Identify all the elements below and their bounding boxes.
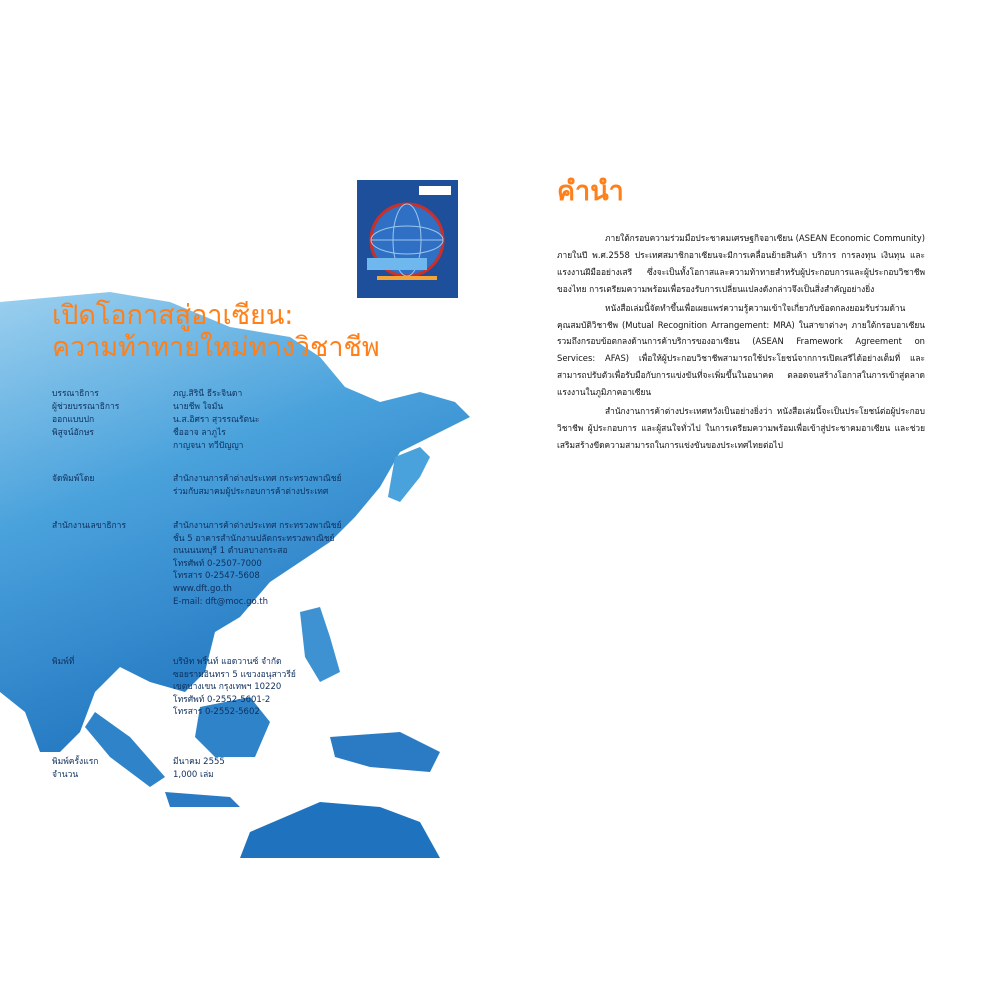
colophon-label: จัดพิมพ์โดย — [52, 474, 95, 484]
colophon-label: ผู้ช่วยบรรณาธิการ — [52, 402, 120, 412]
colophon-value — [173, 414, 493, 427]
island-java — [165, 792, 240, 807]
colophon-value-line: มีนาคม 2555 — [173, 757, 225, 767]
colophon-value-line: ภญ.สิรินี ธีระจินดา — [173, 389, 243, 399]
colophon-value-line: ซอยรามอินทรา 5 แขวงอนุสาวรีย์ — [173, 669, 296, 680]
colophon-value-line: 1,000 เล่ม — [173, 770, 214, 780]
preface-body — [557, 230, 925, 456]
colophon-label: พิมพ์ครั้งแรก — [52, 757, 99, 767]
preface-paragraph: หนังสือเล่มนี้จัดทำขึ้นเพื่อเผยแพร่ความรู้ความเข้าใจเกี่ยวกับข้อตกลงยอมรับร่วมด้านคุณสมบัติวิชาชีพ (Mutual Recognition Arrangement: MRA) ในสาขาต่างๆ ภายใต้กรอบอาเซียน รวมถึงกรอบข้อตกลงด้านการค้าบริการของอาเซียน (ASEAN Framework Agreement on Services: AFAS) เพื่อให้ผู้ประกอบวิชาชีพสามารถใช้ประโยชน์จากการเปิดเสรีได้อย่างเต็มที่ และสามารถปรับตัวเพื่อรับมือกับการแข่งขันที่จะเพิ่มขึ้นในอนาคต ตลอดจนสร้างโอกาสในการเข้าสู่ตลาดแรงงานในภูมิภาคอาเซียน — [557, 302, 925, 398]
colophon-value-line: E-mail: dft@moc.go.th — [173, 596, 269, 607]
colophon-label: สำนักงานเลขาธิการ — [52, 521, 127, 531]
colophon-value-line: สำนักงานการค้าต่างประเทศ กระทรวงพาณิชย์ — [173, 521, 342, 531]
book-title-line-2: ความท้าทายใหม่ทางวิชาชีพ — [52, 332, 380, 363]
cover-thumbnail — [357, 180, 458, 298]
left-page — [0, 152, 497, 858]
cover-globe-icon — [357, 180, 458, 298]
colophon-value-line: กาญจนา ทวีปัญญา — [173, 440, 244, 451]
colophon-value — [173, 427, 493, 452]
colophon-value-line: ชั้น 5 อาคารสำนักงานปลัดกระทรวงพาณิชย์ — [173, 533, 335, 544]
colophon-value-line: สำนักงานการค้าต่างประเทศ กระทรวงพาณิชย์ — [173, 474, 342, 484]
colophon-value-line: ชื่ออาจ ลาภูไร — [173, 428, 226, 438]
colophon-value — [173, 769, 493, 782]
colophon-value-line: โทรสาร 0-2552-5602 — [173, 707, 260, 718]
continent-australia — [240, 802, 440, 858]
book-title — [52, 300, 380, 364]
colophon-value-line: โทรสาร 0-2547-5608 — [173, 571, 260, 582]
colophon-label: ออกแบบปก — [52, 415, 95, 425]
colophon-label: พิมพ์ที่ — [52, 657, 75, 667]
colophon-value-line: นายชีพ ใจมั่น — [173, 402, 224, 412]
colophon-label: พิสูจน์อักษร — [52, 428, 95, 438]
colophon-value — [173, 656, 493, 719]
colophon-value — [173, 520, 493, 608]
colophon-value — [173, 388, 493, 401]
colophon-label: บรรณาธิการ — [52, 389, 99, 399]
colophon-value — [173, 401, 493, 414]
book-title-line-1: เปิดโอกาสสู่อาเซียน: — [52, 300, 294, 331]
colophon-value-line: ถนนนนทบุรี 1 ตำบลบางกระสอ — [173, 546, 288, 557]
colophon-value — [173, 473, 493, 498]
colophon-value-line: www.dft.go.th — [173, 583, 232, 594]
preface-heading: คำนำ — [557, 176, 624, 207]
right-page — [503, 152, 1000, 858]
preface-paragraph: ภายใต้กรอบความร่วมมือประชาคมเศรษฐกิจอาเซียน (ASEAN Economic Community) ภายในปี พ.ศ.2558 ประเทศสมาชิกอาเซียนจะมีการเคลื่อนย้ายสินค้า บริการ การลงทุน เงินทุน และแรงงานฝีมืออย่างเสรี ซึ่งจะเป็นทั้งโอกาสและความท้าทายสำหรับผู้ประกอบการและผู้ประกอบวิชาชีพของไทย การเตรียมความพร้อมเพื่อรองรับการเปลี่ยนแปลงดังกล่าวจึงเป็นสิ่งสำคัญอย่างยิ่ง — [557, 233, 925, 294]
colophon-value-line: บริษัท พริ้นท์ แอดวานซ์ จำกัด — [173, 657, 282, 667]
colophon-value-line: โทรศัพท์ 0-2552-5601-2 — [173, 694, 271, 705]
colophon-value-line: น.ส.อิศรา สุวรรณรัตนะ — [173, 415, 260, 425]
colophon-label: จำนวน — [52, 770, 79, 780]
colophon-value-line: เขตบางเขน กรุงเทพฯ 10220 — [173, 682, 282, 693]
colophon-value-line: ร่วมกับสมาคมผู้ประกอบการค้าต่างประเทศ — [173, 486, 329, 497]
colophon-value-line: โทรศัพท์ 0-2507-7000 — [173, 558, 262, 569]
colophon-value — [173, 756, 493, 769]
preface-paragraph: สำนักงานการค้าต่างประเทศหวังเป็นอย่างยิ่งว่า หนังสือเล่มนี้จะเป็นประโยชน์ต่อผู้ประกอบวิชาชีพ ผู้ประกอบการ และผู้สนใจทั่วไป ในการเตรียมความพร้อมเพื่อเข้าสู่ประชาคมอาเซียน และช่วยเสริมสร้างขีดความสามารถในการแข่งขันของประเทศไทยต่อไป — [557, 406, 925, 450]
